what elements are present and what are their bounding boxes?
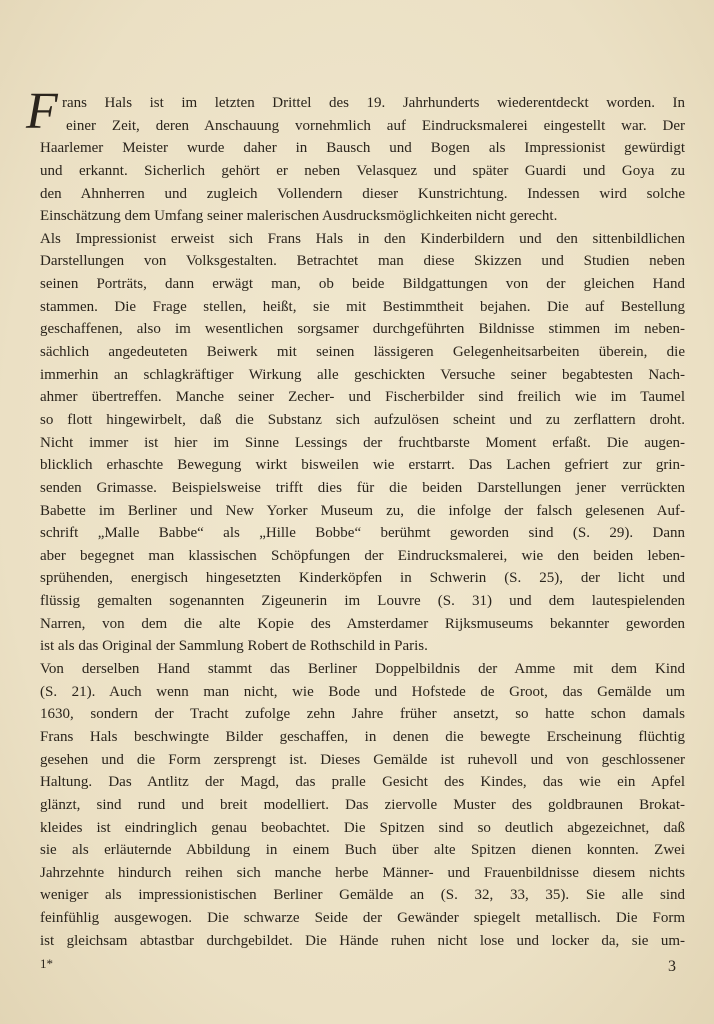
text-line: flüssig gemalten sogenannten Zigeunerin im Louvre (S. 31) und dem lautespielenden (40, 593, 685, 610)
signature-mark: 1* (40, 956, 53, 971)
text-line: Haarlemer Meister wurde daher in Bausch und Bogen als Impressionist gewürdigt (40, 140, 685, 157)
text-line: aber begegnet man klassischen Schöpfungen der Eindrucksmalerei, wie den beiden leben- (40, 547, 685, 564)
text-line: Frans Hals beschwingte Bilder geschaffen, in denen die bewegte Erscheinung flüchtig (40, 728, 685, 745)
text-line: ist als das Original der Sammlung Robert de Rothschild in Paris. (40, 638, 428, 655)
text-line: (S. 21). Auch wenn man nicht, wie Bode und Hofstede de Groot, das Gemälde um (40, 683, 685, 700)
text-line: 1630, sondern der Tracht zufolge zehn Jahre früher ansetzt, so hatte schon damals (40, 706, 685, 723)
page-number: 3 (668, 958, 676, 975)
text-line: Haltung. Das Antlitz der Magd, das pralle Gesicht des Kindes, das wie ein Apfel (40, 774, 685, 791)
text-line: seinen Porträts, dann erwägt man, ob beide Bildgattungen von der gleichen Hand (40, 276, 685, 293)
text-line: sächlich angedeuteten Beiwerk mit seinen lässigeren Gelegenheitsarbeiten überein, die (40, 344, 685, 361)
text-line: blicklich erhaschte Bewegung wirkt bisweilen wie erstarrt. Das Lachen gefriert zur grin- (40, 457, 685, 474)
text-line: glänzt, sind rund und breit modelliert. Das ziervolle Muster des goldbraunen Brokat- (40, 796, 685, 813)
body-text (40, 92, 685, 952)
text-line: den Ahnherren und zugleich Vollendern dieser Kunstrichtung. Indessen wird solche (40, 185, 685, 202)
text-line: sie als erläuternde Abbildung in einem Buch über alte Spitzen dienen konnten. Zwei (40, 842, 685, 859)
text-line: weniger als impressionistischen Berliner Gemälde an (S. 32, 33, 35). Sie alle sind (40, 887, 685, 904)
text-line: stammen. Die Frage stellen, heißt, sie mit Bestimmtheit bejahen. Die auf Bestellung (40, 298, 685, 315)
text-line: Babette im Berliner und New Yorker Museum zu, die infolge der falsch gelesenen Auf- (40, 502, 685, 519)
text-line: gesehen und die Form zersprengt ist. Dieses Gemälde ist ruhevoll und von geschlossener (40, 751, 685, 768)
text-line: Von derselben Hand stammt das Berliner Doppelbildnis der Amme mit dem Kind (40, 661, 685, 678)
text-line: kleides ist eindringlich genau beobachtet. Die Spitzen sind so deutlich abgezeichnet, daß (40, 819, 685, 836)
text-line: schrift „Malle Babbe“ als „Hille Bobbe“ berühmt geworden sind (S. 29). Dann (40, 525, 685, 542)
text-line: ist gleichsam abtastbar durchgebildet. Die Hände ruhen nicht lose und locker da, sie um- (40, 932, 685, 949)
text-line: Darstellungen von Volksgestalten. Betrachtet man diese Skizzen und Studien neben (40, 253, 685, 270)
text-line: ahmer übertreffen. Manche seiner Zecher- und Fischerbilder sind freilich wie im Taumel (40, 389, 685, 406)
text-line: so flott hingewirbelt, daß die Substanz sich aufzulösen scheint und zu zerflattern droht. (40, 411, 685, 428)
text-line: geschaffenen, also im wesentlichen sorgsamer durchgeführten Bildnisse stimmen im neben- (40, 321, 685, 338)
text-line: Einschätzung dem Umfang seiner malerischen Ausdrucksmöglichkeiten nicht gerecht. (40, 208, 558, 225)
text-line: einer Zeit, deren Anschauung vornehmlich auf Eindrucksmalerei eingestellt war. Der (66, 117, 685, 134)
text-line: feinfühlig ausgewogen. Die schwarze Seide der Gewänder spiegelt metallisch. Die Form (40, 910, 685, 927)
text-line: senden Grimasse. Beispielsweise trifft dies für die beiden Darstellungen jener verrückten (40, 479, 685, 496)
text-line: sprühenden, energisch hingesetzten Kinderköpfen in Schwerin (S. 25), der licht und (40, 570, 685, 587)
text-line: Als Impressionist erweist sich Frans Hals in den Kinderbildern und den sittenbildlichen (40, 230, 685, 247)
text-line: immerhin an schlagkräftiger Wirkung alle geschickten Versuche seiner begabtesten Nach- (40, 366, 685, 383)
text-line: Nicht immer ist hier im Sinne Lessings der fruchtbarste Moment erfaßt. Die augen- (40, 434, 685, 451)
text-line: Narren, von dem die alte Kopie des Amsterdamer Rijksmuseums bekannter geworden (40, 615, 685, 632)
text-line: und erkannt. Sicherlich gehört er neben Velasquez und später Guardi und Goya zu (40, 162, 685, 179)
drop-cap: F (26, 83, 58, 140)
text-line: rans Hals ist im letzten Drittel des 19. Jahrhunderts wiederentdeckt worden. In (62, 95, 685, 111)
text-line: Jahrzehnte hindurch reihen sich manche herbe Männer- und Frauenbildnisse diesem nichts (40, 864, 685, 881)
